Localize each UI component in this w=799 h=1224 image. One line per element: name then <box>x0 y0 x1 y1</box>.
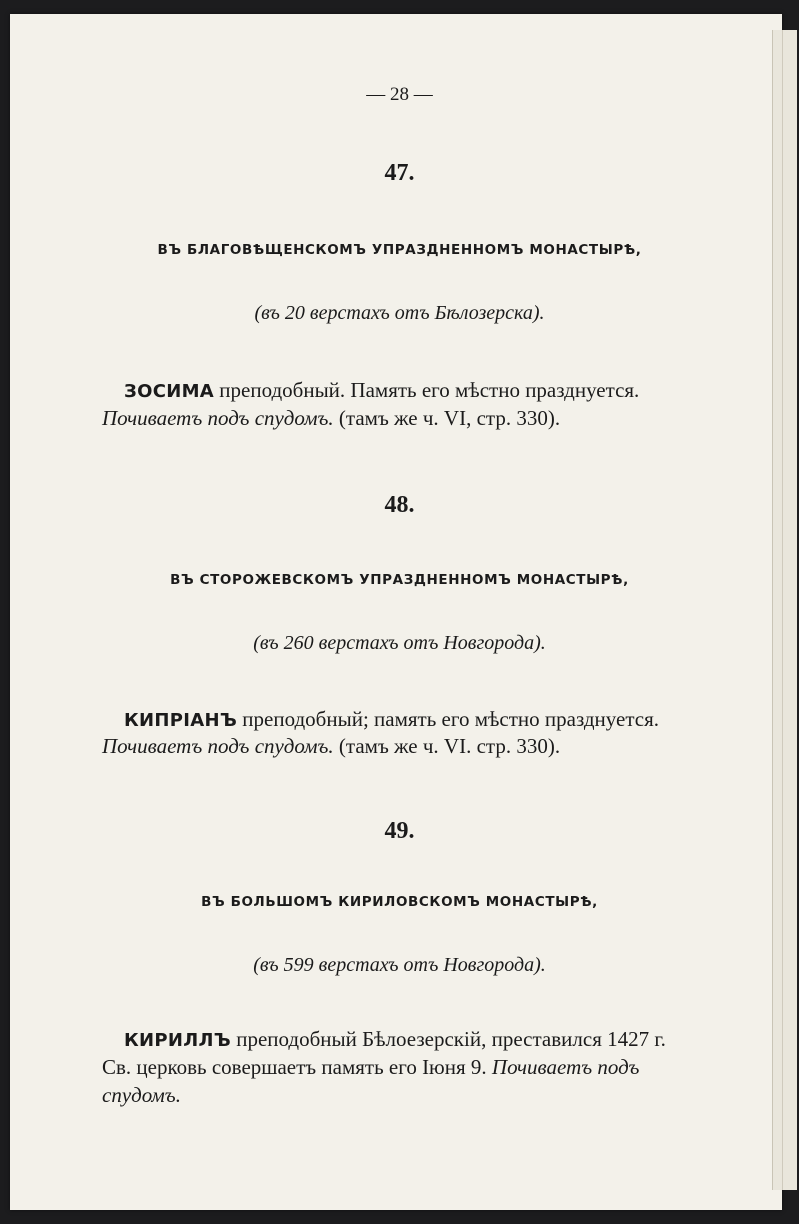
page-number: — 28 — <box>366 84 433 105</box>
entry-line-49-2: Св. церковь совершаетъ память его Іюня 9. Почиваетъ подъ <box>102 1055 640 1079</box>
saint-name-kiprian: КИПРІАНЪ <box>124 710 238 731</box>
entry-number-48: 48. <box>384 492 415 518</box>
saint-name-kirill: КИРИЛЛЪ <box>124 1030 231 1051</box>
entry-line-49-3: спудомъ. <box>102 1083 181 1107</box>
entry-line-48-2: Почиваетъ подъ спудомъ. (тамъ же ч. VI. стр. 330). <box>102 734 561 758</box>
page-edge-line <box>782 30 783 1190</box>
saint-name-zosima: ЗОСИМА <box>124 381 215 402</box>
entry-line-48-1: КИПРІАНЪ преподобный; память его мѣстно празднуется. <box>124 707 659 731</box>
page-edge <box>772 30 797 1190</box>
entry-number-49: 49. <box>384 818 415 844</box>
entry-heading-49: ВЪ БОЛЬШОМЪ КИРИЛОВСКОМЪ МОНАСТЫРѢ, <box>201 894 598 910</box>
entry-line-47-2: Почиваетъ подъ спудомъ. (тамъ же ч. VI, стр. 330). <box>102 406 561 430</box>
entry-line-49-1: КИРИЛЛЪ преподобный Бѣлоезерскій, преставился 1427 г. <box>124 1027 666 1051</box>
entry-location-47: (въ 20 верстахъ отъ Бѣлозерска). <box>254 302 545 324</box>
entry-location-49: (въ 599 верстахъ отъ Новгорода). <box>253 954 546 976</box>
entry-line-47-1: ЗОСИМА преподобный. Память его мѣстно празднуется. <box>124 378 640 402</box>
entry-location-48: (въ 260 верстахъ отъ Новгорода). <box>253 632 546 654</box>
entry-heading-47: ВЪ БЛАГОВѢЩЕНСКОМЪ УПРАЗДНЕННОМЪ МОНАСТЫРѢ, <box>157 242 642 258</box>
entry-number-47: 47. <box>384 160 415 186</box>
entry-heading-48: ВЪ СТОРОЖЕВСКОМЪ УПРАЗДНЕННОМЪ МОНАСТЫРѢ, <box>170 572 629 588</box>
